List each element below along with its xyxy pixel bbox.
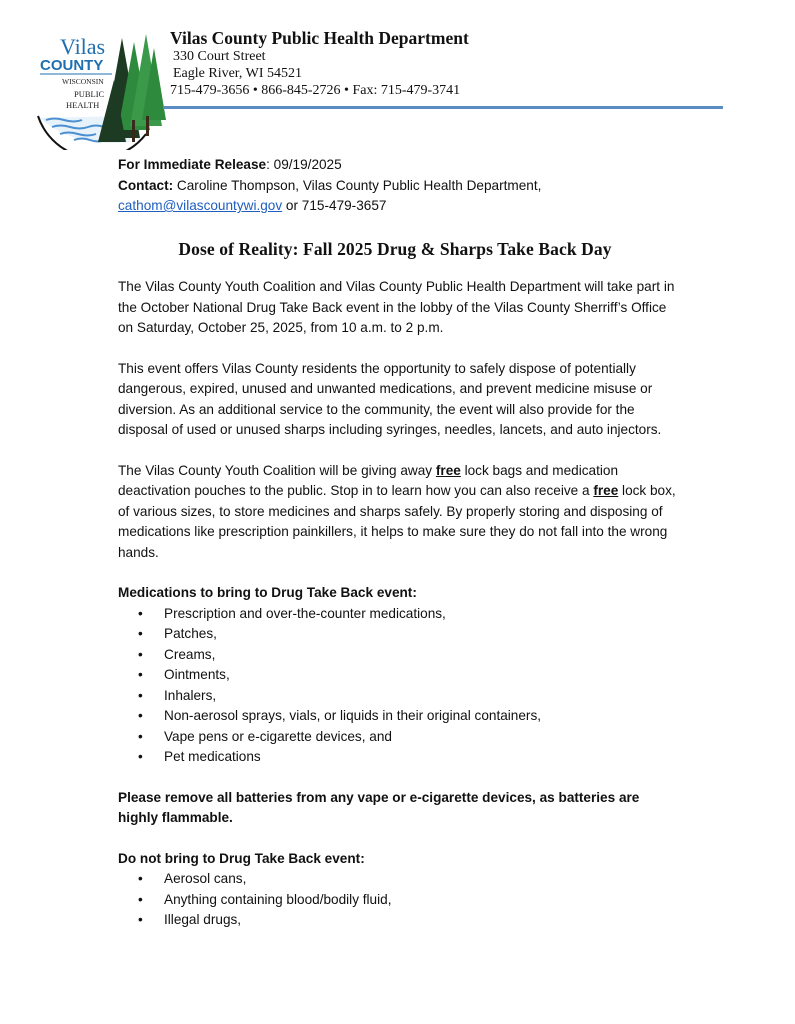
contact-name: Caroline Thompson, Vilas County Public Health Department, (173, 177, 542, 193)
list-item-text: Prescription and over-the-counter medications, (164, 605, 446, 621)
svg-text:PUBLIC: PUBLIC (74, 89, 105, 99)
bullet-icon: • (138, 708, 143, 723)
address-street: 330 Court Street (173, 49, 266, 64)
free-emphasis: free (435, 462, 461, 478)
list-item-text: Aerosol cans, (164, 871, 247, 886)
release-body (118, 155, 678, 951)
bullet-icon: • (138, 667, 143, 682)
paragraph-event-details: The Vilas County Youth Coalition and Vilas County Public Health Department will take part in the October National Drug Take Back event in the lobby of the Vilas County Sherriff’s Office on Saturday, October 25, 2025, from 10 a.m. to 2 p.m. (118, 279, 675, 335)
bullet-icon: • (138, 891, 143, 907)
paragraph-event-purpose: This event offers Vilas County residents the opportunity to safely dispose of potentially dangerous, expired, unused and unwanted medications, and prevent medicine misuse or diversion. As an additional service to the community, the event will also provide for the disposal of used or unused sharps including syringes, needles, lancets, and auto injectors. (118, 360, 662, 437)
paragraph-free-items (118, 461, 678, 564)
list-item (118, 869, 678, 890)
list-item (118, 645, 678, 666)
logo-graphic-icon (34, 30, 166, 150)
svg-text:HEALTH: HEALTH (66, 100, 100, 110)
svg-text:WISCONSIN: WISCONSIN (62, 77, 104, 86)
bullet-icon: • (138, 728, 143, 744)
svg-text:Vilas: Vilas (60, 34, 106, 59)
list-item-text: Anything containing blood/bodily fluid, (164, 891, 392, 907)
svg-text:COUNTY: COUNTY (40, 57, 104, 74)
list-item (118, 727, 678, 748)
contact-line (118, 176, 678, 197)
release-date: : 09/19/2025 (266, 157, 342, 172)
list-item (118, 706, 678, 727)
list-item (118, 910, 678, 931)
contact-email-line (118, 196, 678, 217)
organization-name: Vilas County Public Health Department (170, 28, 469, 48)
do-not-bring-list-heading: Do not bring to Drug Take Back event: (118, 850, 365, 866)
bullet-icon: • (138, 749, 143, 764)
bullet-icon: • (138, 605, 143, 621)
bullet-icon: • (138, 626, 143, 641)
bring-list-heading: Medications to bring to Drug Take Back event: (118, 585, 417, 600)
vilas-county-public-health-logo (34, 30, 166, 150)
bring-list (118, 604, 678, 768)
list-item-text: Creams, (164, 646, 216, 662)
release-label: For Immediate Release (118, 157, 267, 172)
list-item (118, 890, 678, 911)
contact-phone: or 715-479-3657 (282, 198, 387, 213)
list-item (118, 686, 678, 707)
headline: Dose of Reality: Fall 2025 Drug & Sharps Take Back Day (178, 238, 612, 259)
text-segment: lock box, of various sizes, to store medicines and sharps safely. By properly storing and disposing of medications like prescription painkillers, it helps to make sure they do not fall into the wrong hands. (118, 483, 676, 560)
contact-label: Contact: (118, 177, 174, 193)
list-item (118, 665, 678, 686)
list-item-text: Ointments, (164, 667, 230, 682)
text-segment: The Vilas County Youth Coalition will be giving away (118, 462, 436, 478)
free-emphasis: free (593, 483, 619, 498)
list-item-text: Patches, (164, 626, 217, 641)
text-segment: lock bags and medication deactivation pouches to the public. Stop in to learn how you can also receive a (118, 462, 619, 498)
address-city: Eagle River, WI 54521 (173, 66, 303, 81)
bullet-icon: • (138, 687, 143, 703)
letterhead (170, 28, 469, 99)
bullet-icon: • (138, 646, 143, 662)
list-item-text: Vape pens or e-cigarette devices, and (164, 728, 392, 744)
list-item-text: Non-aerosol sprays, vials, or liquids in their original containers, (164, 708, 542, 723)
phone-numbers: 715-479-3656 • 866-845-2726 • Fax: 715-479-3741 (170, 83, 461, 98)
battery-warning: Please remove all batteries from any vape or e-cigarette devices, as batteries are highly flammable. (118, 789, 640, 825)
bullet-icon: • (138, 912, 143, 927)
list-item-text: Pet medications (164, 749, 261, 764)
list-item (118, 624, 678, 645)
list-item (118, 604, 678, 625)
release-date-line (118, 155, 678, 176)
do-not-bring-list (118, 869, 678, 931)
list-item-text: Inhalers, (164, 687, 217, 703)
list-item-text: Illegal drugs, (164, 912, 242, 927)
bullet-icon: • (138, 871, 143, 886)
contact-email-link[interactable]: cathom@vilascountywi.gov (118, 198, 283, 213)
list-item (118, 747, 678, 768)
letterhead-divider (163, 106, 723, 109)
